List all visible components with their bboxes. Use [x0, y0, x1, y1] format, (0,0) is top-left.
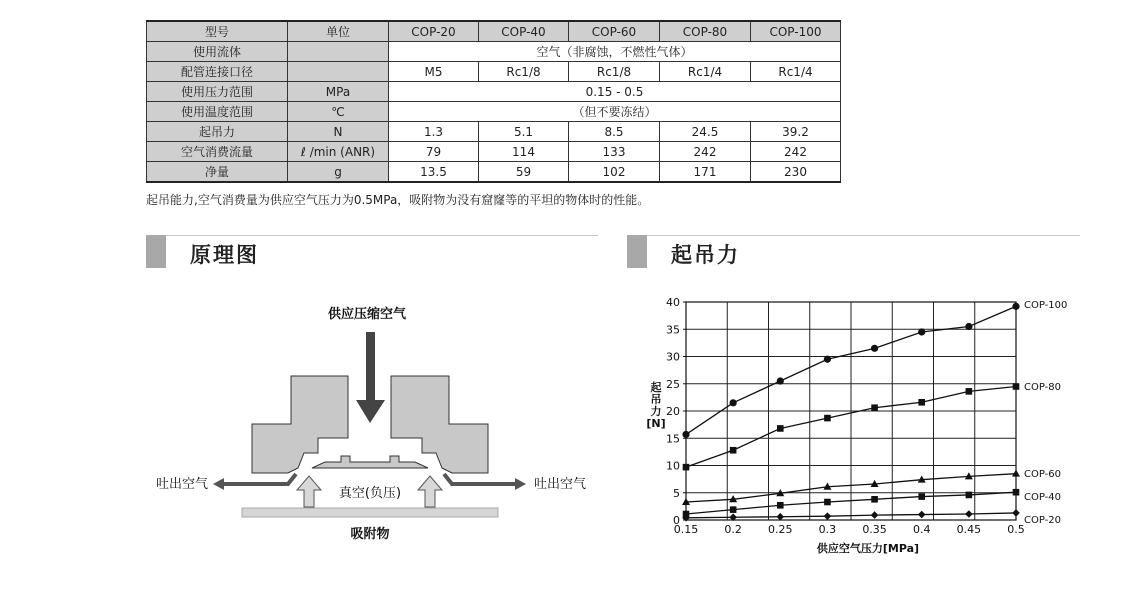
- supply-arrow-icon: [356, 332, 385, 423]
- data-point-cop-60: [776, 489, 784, 496]
- cell: 59: [479, 162, 569, 183]
- row-span-value: 空气（非腐蚀，不燃性气体）: [389, 42, 841, 62]
- data-point-cop-20: [824, 512, 832, 520]
- header-model: COP-60: [569, 21, 660, 42]
- y-tick-label: 5: [673, 486, 680, 500]
- series-line-cop-100: [686, 306, 1016, 434]
- data-point-cop-40: [683, 511, 690, 518]
- cell: 79: [389, 142, 479, 162]
- header-model: COP-40: [479, 21, 569, 42]
- data-point-cop-20: [871, 511, 879, 519]
- y-axis-label-part: 吊: [650, 393, 662, 406]
- x-tick-label: 0.3: [818, 523, 837, 536]
- chart-axes: [686, 302, 1016, 520]
- y-axis-label-part: 力: [650, 405, 662, 418]
- cell: 102: [569, 162, 660, 183]
- row-label: 配管连接口径: [147, 62, 288, 82]
- exhaust-right-line: [444, 474, 517, 484]
- row-label: 空气消费流量: [147, 142, 288, 162]
- y-axis-label-part: 起: [650, 381, 662, 394]
- cell: 133: [569, 142, 660, 162]
- data-point-cop-100: [918, 328, 925, 335]
- y-tick-label: 15: [666, 432, 680, 446]
- plot-frame: [686, 302, 1016, 520]
- y-tick-label: 10: [666, 459, 680, 473]
- row-unit: ℃: [288, 102, 389, 122]
- table-footnote: 起吊能力,空气消费量为供应空气压力为0.5MPa，吸附物为没有窟窿等的平坦的物体时的性能。: [146, 193, 650, 207]
- ejector-body-left: [252, 376, 348, 473]
- y-tick-label: 30: [666, 350, 680, 364]
- data-point-cop-20: [965, 510, 973, 518]
- data-point-cop-100: [1012, 303, 1019, 310]
- series-line-cop-60: [686, 474, 1016, 502]
- row-unit: ℓ /min (ANR): [288, 142, 389, 162]
- legend-label-cop-80: COP-80: [1024, 382, 1061, 393]
- cell: Rc1/8: [569, 62, 660, 82]
- data-point-cop-60: [729, 495, 737, 502]
- chart-grid: [686, 302, 1016, 520]
- data-point-cop-80: [966, 388, 973, 395]
- data-point-cop-80: [683, 464, 690, 471]
- y-tick-label: 0: [673, 514, 680, 527]
- cell: 39.2: [751, 122, 841, 142]
- data-point-cop-100: [871, 345, 878, 352]
- row-unit: MPa: [288, 82, 389, 102]
- row-label: 使用流体: [147, 42, 288, 62]
- section-marker: [627, 235, 647, 268]
- data-point-cop-60: [682, 498, 690, 505]
- legend-label-cop-100: COP-100: [1024, 300, 1068, 311]
- data-point-cop-100: [824, 356, 831, 363]
- row-unit: N: [288, 122, 389, 142]
- x-tick-label: 0.25: [768, 523, 793, 536]
- data-point-cop-60: [965, 472, 973, 479]
- row-span-value: （但不要冻结）: [389, 102, 841, 122]
- exhaust-right-label: 吐出空气: [533, 477, 587, 492]
- chart-ticks: [666, 296, 1025, 536]
- cell: Rc1/4: [751, 62, 841, 82]
- data-point-cop-100: [682, 431, 689, 438]
- lift-title: 起吊力: [671, 243, 740, 267]
- data-point-cop-80: [918, 399, 925, 406]
- data-point-cop-80: [1013, 383, 1020, 390]
- vacuum-label: 真空(负压): [338, 486, 402, 501]
- row-span-value: 0.15 - 0.5: [389, 82, 841, 102]
- header-model: COP-100: [751, 21, 841, 42]
- cell: 242: [660, 142, 751, 162]
- row-label: 使用压力范围: [147, 82, 288, 102]
- section-divider: [627, 235, 1080, 236]
- center-valve: [312, 456, 428, 468]
- exhaust-left-line: [222, 474, 296, 484]
- data-point-cop-40: [871, 496, 878, 503]
- exhaust-right-arrow-icon: [515, 478, 526, 490]
- cell: Rc1/8: [479, 62, 569, 82]
- data-point-cop-40: [824, 499, 831, 506]
- legend-label-cop-20: COP-20: [1024, 515, 1061, 526]
- row-unit: g: [288, 162, 389, 183]
- data-point-cop-60: [1012, 469, 1020, 476]
- series-line-cop-40: [686, 492, 1016, 514]
- cell: 114: [479, 142, 569, 162]
- data-point-cop-40: [730, 506, 737, 513]
- data-point-cop-20: [682, 514, 690, 522]
- cell: 171: [660, 162, 751, 183]
- data-point-cop-100: [965, 323, 972, 330]
- y-axis-label-part: [N]: [646, 417, 666, 430]
- object-label: 吸附物: [350, 527, 390, 542]
- cell: 1.3: [389, 122, 479, 142]
- data-point-cop-20: [918, 511, 926, 519]
- header-model: COP-20: [389, 21, 479, 42]
- row-label: 起吊力: [147, 122, 288, 142]
- cell: Rc1/4: [660, 62, 751, 82]
- data-point-cop-60: [871, 480, 879, 487]
- chart-series: [682, 303, 1020, 522]
- legend-label-cop-40: COP-40: [1024, 492, 1061, 503]
- x-tick-label: 0.35: [862, 523, 887, 536]
- x-tick-label: 0.4: [912, 523, 931, 536]
- data-point-cop-100: [730, 399, 737, 406]
- y-tick-label: 40: [666, 296, 680, 309]
- data-point-cop-80: [871, 404, 878, 411]
- legend-label-cop-60: COP-60: [1024, 469, 1061, 480]
- principle-title: 原理图: [190, 243, 259, 267]
- header-model: COP-80: [660, 21, 751, 42]
- data-point-cop-40: [966, 492, 973, 499]
- series-line-cop-20: [686, 513, 1016, 518]
- cell: 242: [751, 142, 841, 162]
- exhaust-left-label: 吐出空气: [155, 477, 209, 492]
- data-point-cop-20: [776, 513, 784, 521]
- cell: 8.5: [569, 122, 660, 142]
- x-tick-label: 0.15: [673, 523, 699, 536]
- data-point-cop-80: [730, 447, 737, 454]
- chart-legend: [1024, 300, 1067, 526]
- vacuum-arrow-right-icon: [418, 476, 442, 507]
- vacuum-arrow-left-icon: [297, 476, 321, 507]
- x-tick-label: 0.2: [724, 523, 742, 536]
- header-unit: 单位: [288, 21, 389, 42]
- x-tick-label: 0.5: [1007, 523, 1025, 536]
- y-tick-label: 20: [666, 405, 680, 418]
- data-point-cop-20: [729, 513, 737, 521]
- data-point-cop-60: [918, 475, 926, 482]
- data-point-cop-80: [824, 415, 831, 422]
- cell: 5.1: [479, 122, 569, 142]
- y-tick-label: 25: [666, 377, 680, 391]
- exhaust-left-arrow-icon: [213, 478, 224, 490]
- cell: 13.5: [389, 162, 479, 183]
- y-tick-label: 35: [666, 323, 680, 337]
- series-line-cop-80: [686, 386, 1016, 467]
- header-label: 型号: [147, 21, 288, 42]
- data-point-cop-40: [918, 493, 925, 500]
- data-point-cop-80: [777, 425, 784, 432]
- data-point-cop-40: [1013, 489, 1020, 496]
- ejector-body-right: [391, 376, 488, 473]
- data-point-cop-100: [777, 377, 784, 384]
- chart-x-axis-label: 供应空气压力[MPa]: [816, 542, 920, 555]
- supply-air-label: 供应压缩空气: [327, 307, 407, 322]
- x-tick-label: 0.45: [956, 523, 982, 536]
- data-point-cop-60: [823, 483, 831, 490]
- cell: M5: [389, 62, 479, 82]
- object-plate: [242, 508, 498, 517]
- cell: 24.5: [660, 122, 751, 142]
- data-point-cop-20: [1012, 509, 1020, 517]
- data-point-cop-40: [777, 502, 784, 509]
- row-label: 净量: [147, 162, 288, 183]
- chart-y-axis-label: [646, 380, 665, 430]
- row-label: 使用温度范围: [147, 102, 288, 122]
- cell: 230: [751, 162, 841, 183]
